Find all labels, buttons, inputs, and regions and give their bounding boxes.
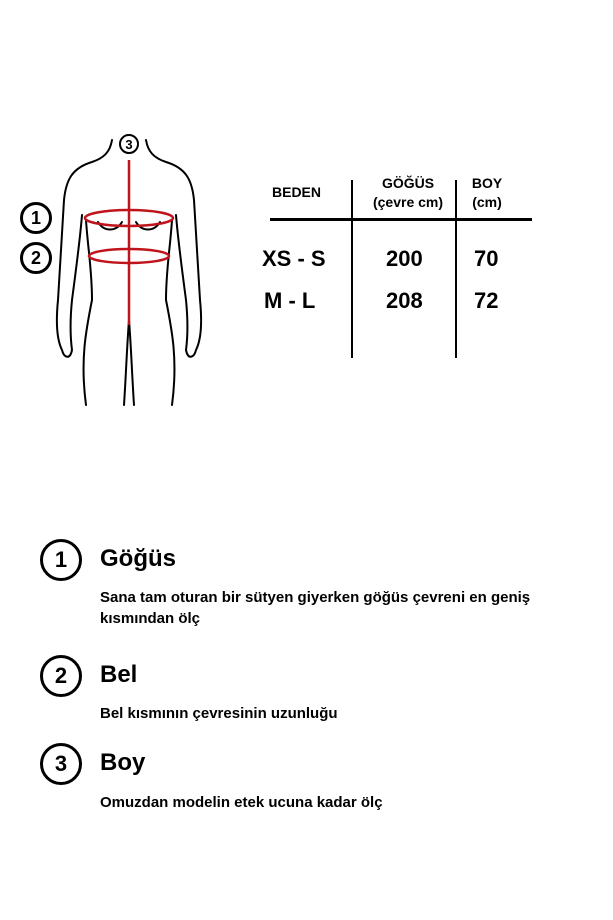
header-chest-line2: (çevre cm) (372, 194, 444, 210)
marker-1: 1 (20, 202, 52, 234)
legend-title: Boy (100, 749, 146, 776)
header-size: BEDEN (272, 184, 322, 200)
header-length-line1: BOY (471, 175, 503, 191)
marker-2: 2 (20, 242, 52, 274)
body-measurement-figure (0, 0, 613, 430)
legend-number-1: 1 (40, 539, 82, 581)
header-length-line2: (cm) (472, 194, 502, 210)
marker-3: 3 (119, 134, 139, 154)
cell-length: 72 (474, 288, 499, 313)
table-column-divider-1 (351, 180, 353, 358)
legend-description: Sana tam oturan bir sütyen giyerken göğüs çevreni en geniş kısmından ölç (100, 589, 531, 627)
cell-chest: 200 (386, 246, 423, 271)
legend-title: Göğüs (100, 545, 176, 572)
cell-size: M - L (264, 288, 316, 313)
cell-chest: 208 (386, 288, 423, 313)
cell-length: 70 (474, 246, 499, 271)
table-column-divider-2 (455, 180, 457, 358)
legend-title: Bel (100, 661, 138, 688)
cell-size: XS - S (262, 246, 326, 271)
header-chest-line1: GÖĞÜS (381, 175, 435, 191)
measure-lines (85, 160, 173, 325)
legend-number-2: 2 (40, 655, 82, 697)
table-header-divider (270, 218, 532, 221)
legend-description: Bel kısmının çevresinin uzunluğu (100, 705, 338, 722)
legend-number-3: 3 (40, 743, 82, 785)
legend-description: Omuzdan modelin etek ucuna kadar ölç (100, 794, 383, 811)
